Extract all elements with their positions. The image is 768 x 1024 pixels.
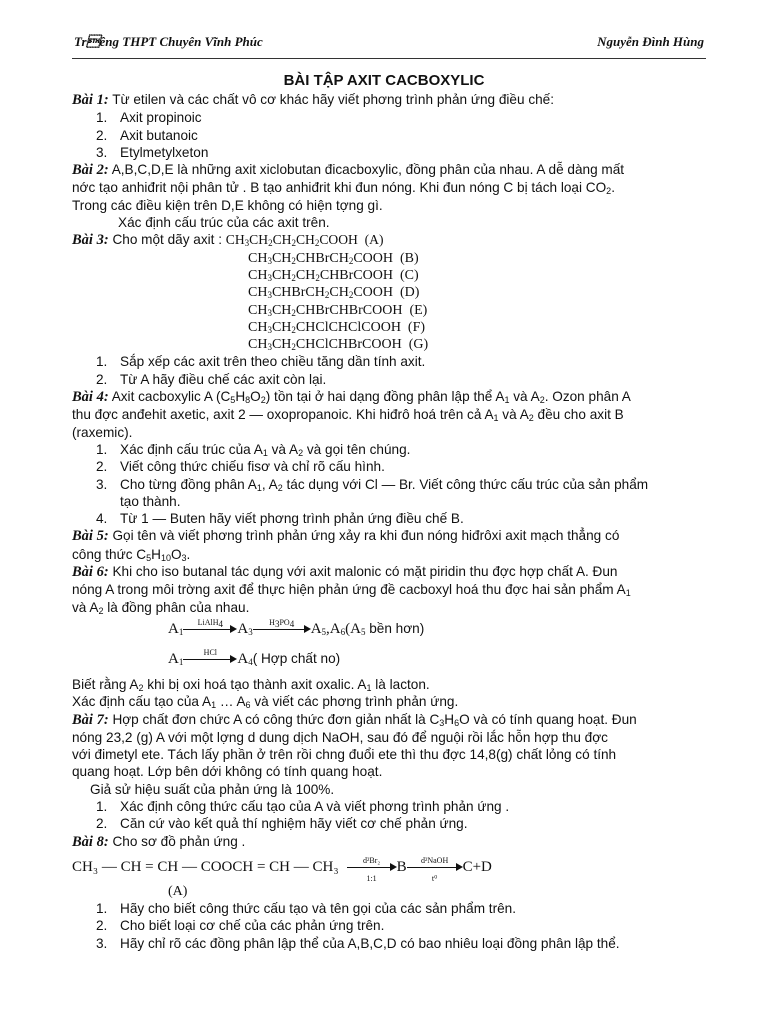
bai5-line2: công thức $C_5H_{10}O_3$. bbox=[72, 546, 191, 563]
bai2-text: A,B,C,D,E là những axit xiclobutan đicacboxylic, đồng phân của nhau. A dễ dàng mất bbox=[111, 162, 625, 178]
t: đều cho axit B bbox=[533, 407, 624, 423]
bai8-a-label: (A) bbox=[168, 883, 188, 899]
bai7-line2: nóng 23,2 (g) A với một lợng d dung dịch NaOH, sau đó để nguội rồi lắc hỗn hợp thu đợc bbox=[72, 729, 608, 745]
page-title: BÀI TẬP AXIT CACBOXYLIC bbox=[283, 72, 485, 89]
list-item: 2. Viết công thức chiếu fisơ và chỉ rõ cấu hình. bbox=[96, 459, 385, 475]
bai6-line3: và $A_2$ là đồng phân của nhau. bbox=[72, 599, 250, 616]
list-item: 3. Cho từng đồng phân $A_1$, $A_2$ tác dụng với Cl — Br. Viết công thức cấu trúc của sản phẩm bbox=[96, 476, 649, 493]
bai2-text: nớc tạo anhiđrit nội phân tử . B tạo anhiđrit khi đun nóng. Khi đun nóng C bị tách loại CO bbox=[72, 180, 607, 196]
t: là đồng phân của nhau. bbox=[103, 599, 250, 615]
list-item: 2. Cho biết loại cơ chế của các phản ứng trên. bbox=[96, 918, 385, 934]
item-text: Từ A hãy điều chế các axit còn lại. bbox=[120, 371, 327, 387]
bai6-line1 bbox=[72, 563, 708, 581]
bai4-line1: Bài 4: Axit cacboxylic A $(C_5H_8O_2)$ tồn tại ở hai dạng đồng phân lập thể $A_1$ và $A_2$. Ozon phân A bbox=[72, 389, 631, 406]
t: và A bbox=[498, 407, 529, 423]
bai3-text: Cho một dãy axit : bbox=[112, 232, 222, 248]
bai4-label: Bài 4: bbox=[72, 389, 109, 406]
t: . Ozon phân A bbox=[544, 389, 631, 405]
item-text: Etylmetylxeton bbox=[120, 144, 209, 160]
list-item: 1. Xác định công thức cấu tạo của A và viết phơng trình phản ứng . bbox=[96, 798, 510, 814]
acid-e: $CH_3CH_2CHBrCHBrCOOH$ (E) bbox=[248, 302, 428, 318]
list-item: 4. Từ 1 — Buten hãy viết phơng trình phản ứng điều chế B. bbox=[96, 511, 464, 527]
t: là lacton. bbox=[371, 676, 430, 692]
reactant-a: CH₃ — CH = CH — COOCH = CH — CH₃ bbox=[72, 858, 339, 875]
t: ) tồn tại ở hai dạng đồng phân lập thể A bbox=[265, 389, 505, 405]
bai6-line4: Biết rằng $A_2$ khi bị oxi hoá tạo thành axit oxalic. $A_1$ là lacton. bbox=[72, 676, 430, 693]
t: khi bị oxi hoá tạo thành axit oxalic. A bbox=[143, 676, 367, 692]
list-item: 2. Từ A hãy điều chế các axit còn lại. bbox=[96, 371, 327, 387]
t: … A bbox=[216, 694, 246, 710]
t: bền hơn) bbox=[369, 620, 425, 636]
bai7-label: Bài 7: bbox=[72, 711, 109, 728]
t: Hợp chất đơn chức A có công thức đơn giản nhất là C bbox=[112, 711, 440, 727]
bai6-line5: Xác định cấu tạo của $A_1$ … $A_6$ và viết các phơng trình phản ứng. bbox=[72, 694, 459, 711]
list-item: 2. Căn cứ vào kết quả thí nghiệm hãy viết cơ chế phản ứng. bbox=[96, 816, 468, 832]
scheme-3: CH₃ — CH = CH — COOCH = CH — CH₃ $\frac{\text{d²Br₂}}{1:1}$ B d²NaOH t⁰ C+D bbox=[72, 856, 492, 884]
acid-a: $CH_3CH_2CH_2CH_2COOH$ (A) bbox=[225, 232, 384, 249]
acid-g: $CH_3CH_2CHClCHBrCOOH$ (G) bbox=[248, 337, 429, 353]
t: . bbox=[186, 546, 191, 562]
bai6-line2: nóng A trong môi trờng axit để thực hiện phản ứng đề cacboxyl hoá thu đợc hai sản phẩm $A_1$ bbox=[72, 582, 631, 599]
t: Axit cacboxylic A (C bbox=[111, 389, 231, 405]
t: công thức C bbox=[72, 546, 147, 562]
arrow: d²NaOH t⁰ bbox=[407, 860, 463, 874]
item-text: Viết công thức chiếu fisơ và chỉ rõ cấu hình. bbox=[120, 459, 385, 475]
item-text: Axit propinoic bbox=[120, 110, 202, 126]
bai2-line3: Trong các điều kiện trên D,E không có hiện tợng gì. bbox=[72, 197, 383, 213]
t: ( Hợp chất no) bbox=[252, 650, 341, 666]
t: Xác định cấu tạo của A bbox=[72, 694, 212, 710]
acid-f: $CH_3CH_2CHClCHClCOOH$ (F) bbox=[248, 319, 426, 335]
item-text: Căn cứ vào kết quả thí nghiệm hãy viết cơ chế phản ứng. bbox=[120, 816, 468, 832]
list-item: 3. Hãy chỉ rõ các đồng phân lập thể của A,B,C,D có bao nhiêu loại đồng phân lập thể. bbox=[96, 935, 620, 951]
item-text: Sắp xếp các axit trên theo chiều tăng dần tính axit. bbox=[120, 354, 426, 370]
bai4-line3: (raxemic). bbox=[72, 424, 133, 440]
list-item: 1. Xác định cấu trúc của $A_1$ và $A_2$ và gọi tên chúng. bbox=[96, 441, 411, 458]
list-item: 2. Axit butanoic bbox=[96, 127, 198, 143]
t: nóng A trong môi trờng axit để thực hiện phản ứng đề cacboxyl hoá thu đợc hai sản phẩm A bbox=[72, 582, 626, 598]
bai2-line2: nớc tạo anhiđrit nội phân tử . B tạo anhiđrit khi đun nóng. Khi đun nóng C bị tách loại $CO_2$. bbox=[72, 180, 615, 197]
item-text: Axit butanoic bbox=[120, 127, 198, 143]
bai1-text: Từ etilen và các chất vô cơ khác hãy viết phơng trình phản ứng điều chế: bbox=[112, 92, 555, 107]
bai7-line1: Bài 7: Hợp chất đơn chức A có công thức đơn giản nhất là $C_3H_6O$ và có tính quang hoạt. Đun bbox=[72, 711, 637, 728]
t: Biết rằng A bbox=[72, 676, 139, 692]
item-text: Cho biết loại cơ chế của các phản ứng trên. bbox=[120, 918, 385, 934]
item-text: Xác định công thức cấu tạo của A và viết phơng trình phản ứng . bbox=[120, 798, 510, 814]
bai3-label: Bài 3: bbox=[72, 232, 109, 249]
bai2-line4: Xác định cấu trúc của các axit trên. bbox=[118, 215, 330, 231]
arrow: $\frac{\text{d²Br₂}}{1:1}$ bbox=[347, 860, 397, 874]
bai1-intro bbox=[72, 91, 708, 109]
bai2-label: Bài 2: bbox=[72, 162, 109, 179]
list-item: 1. Axit propinoic bbox=[96, 110, 202, 126]
list-item: 3. Etylmetylxeton bbox=[96, 144, 209, 160]
t: và A bbox=[509, 389, 540, 405]
arrow: LiAlH$_4$ bbox=[183, 622, 237, 636]
header-rule bbox=[72, 58, 706, 59]
bai8-label: Bài 8: bbox=[72, 833, 109, 850]
list-item-cont bbox=[72, 493, 708, 510]
arrow: HCl bbox=[183, 652, 237, 666]
t: Khi cho iso butanal tác dụng với axit malonic có mặt piridin thu đợc hợp chất A. Đun bbox=[112, 564, 618, 580]
t: thu đợc anđehit axetic, axit 2 — oxopropanoic. Khi hiđrô hoá trên cả A bbox=[72, 407, 494, 423]
bai7-line4: quang hoạt. Lớp bên dới không có tính quang hoạt. bbox=[72, 764, 383, 780]
list-item: 1. Hãy cho biết công thức cấu tạo và tên gọi của các sản phẩm trên. bbox=[96, 901, 516, 917]
bai5-label: Bài 5: bbox=[72, 528, 109, 545]
bai2-line1 bbox=[72, 161, 708, 179]
item-text: Từ 1 — Buten hãy viết phơng trình phản ứng điều chế B. bbox=[120, 511, 464, 527]
products: C+D bbox=[462, 858, 492, 875]
bai7-line3: với đimetyl ete. Tách lấy phần ở trên rồi chng đuổi ete thì thu đợc 14,8(g) chất lỏng có tính bbox=[72, 747, 617, 763]
item-text: Hãy chỉ rõ các đồng phân lập thể của A,B,C,D có bao nhiêu loại đồng phân lập thể. bbox=[120, 935, 620, 951]
bai7-line5: Giả sử hiệu suất của phản ứng là 100%. bbox=[90, 781, 335, 797]
bai1-label: Bài 1: bbox=[72, 92, 109, 108]
scheme-1: $A_1$ LiAlH$_4$ $A_3$ $H_3PO_4$ $A_5,A_6(A_5$ bền hơn) bbox=[168, 618, 425, 637]
bai6-label: Bài 6: bbox=[72, 564, 109, 581]
item-text: tạo thành. bbox=[120, 493, 181, 509]
header-school: Trêng THPT Chuyên Vĩnh Phúc bbox=[74, 34, 263, 49]
bai5-line1 bbox=[72, 527, 708, 545]
item-text: Hãy cho biết công thức cấu tạo và tên gọi của các sản phẩm trên. bbox=[120, 901, 516, 917]
acid-b: $CH_3CH_2CHBrCH_2COOH$ (B) bbox=[248, 250, 419, 266]
scheme-2: $A_1$ HCl $A_4$( Hợp chất no) bbox=[168, 648, 341, 667]
t: Cho sơ đồ phản ứng . bbox=[112, 833, 246, 849]
t: và viết các phơng trình phản ứng. bbox=[250, 694, 459, 710]
arrow: $H_3PO_4$ bbox=[253, 622, 311, 636]
document-body bbox=[72, 91, 708, 952]
bai3-intro bbox=[72, 231, 708, 249]
acid-c: $CH_3CH_2CH_2CHBrCOOH$ (C) bbox=[248, 267, 419, 283]
bai4-line2: thu đợc anđehit axetic, axit 2 — oxopropanoic. Khi hiđrô hoá trên cả $A_1$ và $A_2$ đều cho axit B bbox=[72, 407, 624, 424]
list-item: 1. Sắp xếp các axit trên theo chiều tăng dần tính axit. bbox=[96, 354, 426, 370]
bai8-intro bbox=[72, 833, 708, 851]
acid-d: $CH_3CHBrCH_2CH_2COOH$ (D) bbox=[248, 285, 420, 301]
header-author: Nguyễn Đình Hùng bbox=[597, 34, 704, 49]
t: và A bbox=[72, 599, 99, 615]
t: Gọi tên và viết phơng trình phản ứng xảy ra khi đun nóng hiđrôxi axit mạch thẳng có bbox=[112, 528, 620, 544]
t: O và có tính quang hoạt. Đun bbox=[459, 711, 637, 727]
